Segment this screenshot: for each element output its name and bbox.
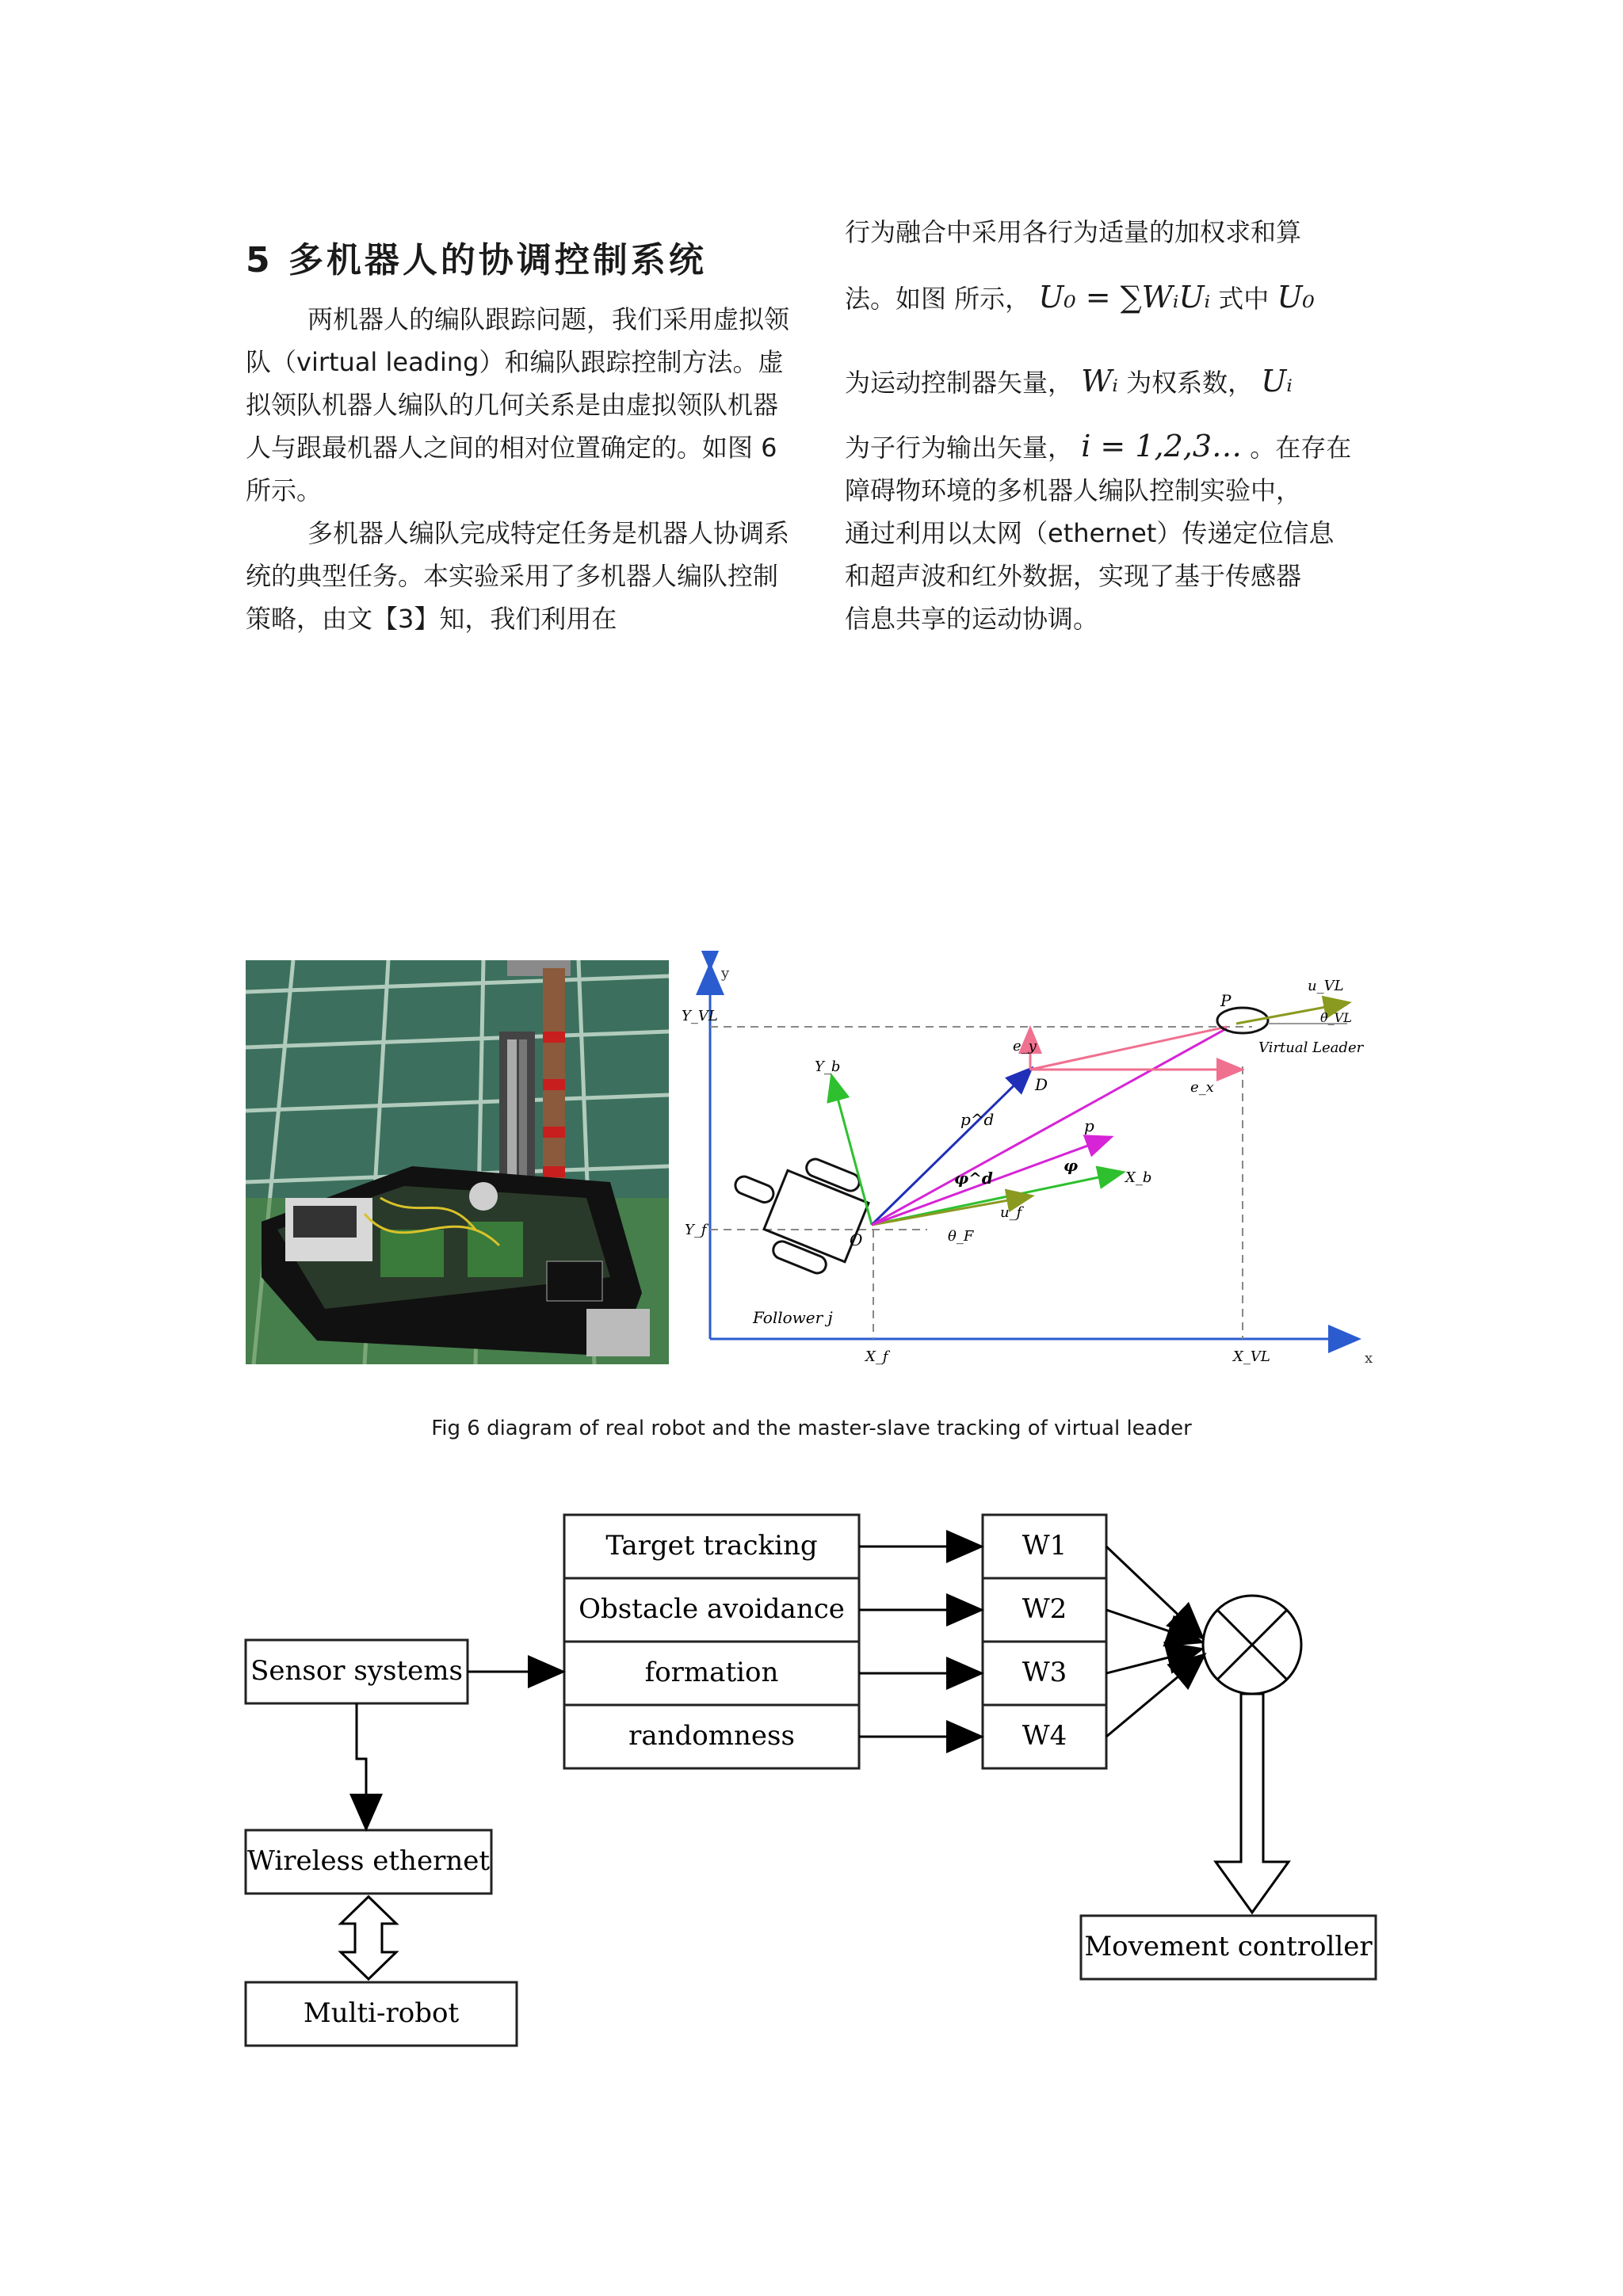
ey-label: e_y	[1013, 1038, 1037, 1055]
paragraph-2: 多机器人编队完成特定任务是机器人协调系统的典型任务。本实验采用了多机器人编队控制策略，由文【3】知，我们利用在	[246, 518, 790, 634]
weight-w3: W3	[1022, 1657, 1067, 1688]
right-line-8: 信息共享的运动协调。	[845, 604, 1099, 634]
right-line-1: 行为融合中采用各行为适量的加权求和算	[845, 217, 1302, 247]
p-vector-long	[872, 1028, 1227, 1225]
xb-label: X_b	[1125, 1169, 1152, 1186]
origin-label: O	[850, 1230, 863, 1249]
formula-index: i = 1,2,3…	[1081, 429, 1243, 463]
x-f-label: X_f	[865, 1348, 888, 1365]
robot-photo	[246, 960, 669, 1364]
tracking-diagram	[682, 951, 1387, 1379]
movement-controller-label: Movement controller	[1084, 1931, 1373, 1962]
weight-w2: W2	[1022, 1593, 1067, 1625]
text-fragment: 为运动控制器矢量，	[845, 368, 1074, 398]
p-point-label: P	[1220, 991, 1232, 1010]
text-fragment: 为权系数，	[1126, 368, 1254, 398]
virtual-leader-label: Virtual Leader	[1258, 1039, 1364, 1056]
symbol-u0: U₀	[1277, 280, 1315, 315]
left-column	[246, 298, 792, 640]
follower-label: Follower j	[753, 1308, 833, 1327]
yb-vector	[832, 1077, 872, 1225]
theta-vl-label: θ_VL	[1320, 1010, 1352, 1025]
section-title: 5 多机器人的协调控制系统	[246, 240, 707, 280]
uvl-label: u_VL	[1308, 978, 1344, 994]
behavior-formation: formation	[644, 1657, 779, 1688]
text-fragment: 法。如图 所示，	[845, 284, 1031, 314]
formula-sum: U₀ = ∑WᵢUᵢ	[1038, 280, 1211, 315]
text-fragment: 。在存在	[1250, 433, 1352, 463]
y-f-label: Y_f	[685, 1222, 707, 1238]
multi-robot-label: Multi-robot	[303, 1997, 460, 2029]
pd-label: p^d	[960, 1110, 995, 1129]
right-line-2	[845, 279, 1315, 315]
x-axis-label: x	[1365, 1350, 1373, 1367]
weight-w4: W4	[1022, 1720, 1067, 1752]
e-vector	[1030, 1027, 1227, 1070]
theta-f-label: θ_F	[948, 1228, 974, 1245]
uf-label: u_f	[1000, 1204, 1022, 1221]
symbol-ui: Uᵢ	[1261, 364, 1293, 399]
yb-label: Y_b	[815, 1058, 841, 1075]
ex-label: e_x	[1190, 1079, 1214, 1096]
x-vl-label: X_VL	[1233, 1348, 1270, 1365]
p-label: p	[1084, 1116, 1094, 1135]
behavior-flowchart	[0, 1489, 1623, 2060]
text-fragment: 式中	[1218, 284, 1270, 314]
text-fragment: 为子行为输出矢量，	[845, 433, 1074, 463]
right-line-4	[845, 428, 1351, 464]
right-line-7: 和超声波和红外数据，实现了基于传感器	[845, 561, 1302, 591]
flowchart-svg	[0, 1489, 1623, 2060]
right-line-6: 通过利用以太网（ethernet）传递定位信息	[845, 518, 1335, 548]
phi-label: φ	[1064, 1156, 1079, 1175]
wireless-ethernet-label: Wireless ethernet	[246, 1845, 491, 1877]
right-line-5: 障碍物环境的多机器人编队控制实验中，	[845, 475, 1302, 505]
phi-d-label: φ^d	[954, 1169, 993, 1188]
figure-caption: Fig 6 diagram of real robot and the master-slave tracking of virtual leader	[431, 1417, 1192, 1440]
virtual-leader-marker	[1217, 1008, 1268, 1033]
y-vl-label: Y_VL	[682, 1008, 718, 1024]
d-label: D	[1035, 1075, 1048, 1094]
sensor-systems-label: Sensor systems	[250, 1655, 463, 1687]
paragraph-1: 两机器人的编队跟踪问题，我们采用虚拟领队（virtual leading）和编队跟踪控制方法。虚拟领队机器人编队的几何关系是由虚拟领队机器人与跟最机器人之间的相对位置确定的。如图 6 所示。	[246, 304, 790, 505]
behavior-randomness: randomness	[628, 1720, 795, 1752]
robot-photo-illustration	[246, 960, 669, 1364]
y-axis-label: y	[721, 965, 730, 982]
behavior-target-tracking: Target tracking	[605, 1530, 818, 1562]
symbol-wi: Wᵢ	[1081, 364, 1118, 399]
behavior-obstacle-avoidance: Obstacle avoidance	[579, 1593, 845, 1625]
weight-w1: W1	[1022, 1530, 1067, 1562]
tracking-diagram-svg	[682, 951, 1387, 1379]
right-line-3	[845, 363, 1293, 399]
